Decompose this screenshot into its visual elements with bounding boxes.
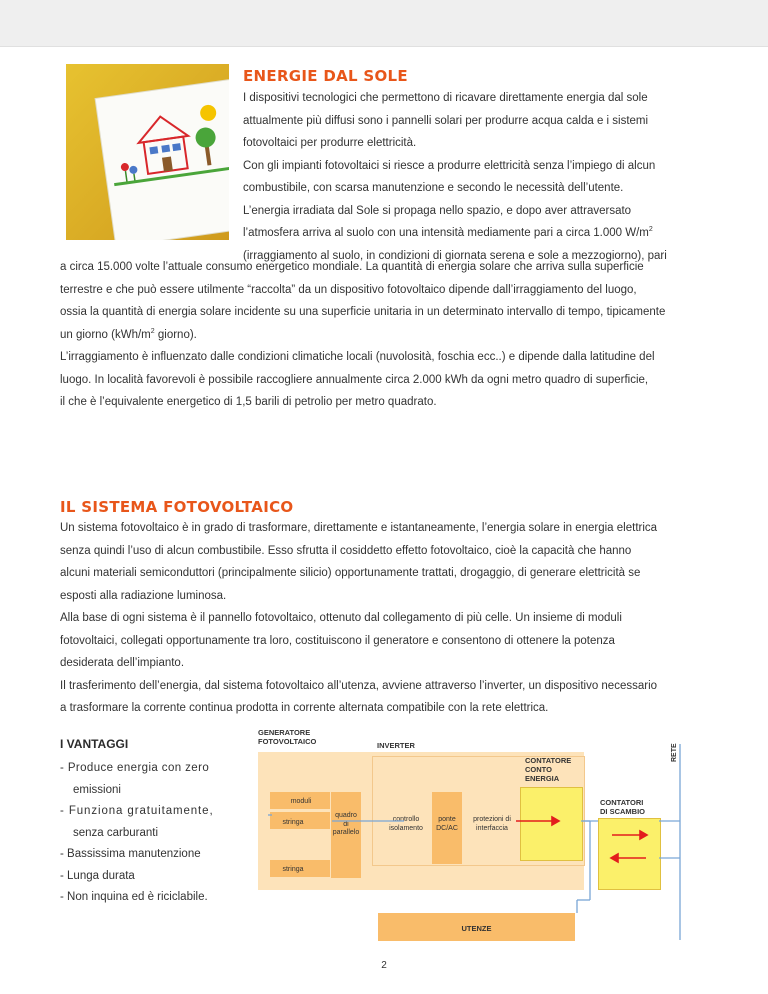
list-item: - Bassissima manutenzione	[60, 848, 201, 860]
text-line: Alla base di ogni sistema è il pannello fotovoltaico, ottenuto dal collegamento di più celle. Un insieme di moduli	[60, 612, 622, 624]
label-line: GENERATORE	[258, 728, 311, 737]
superscript: 2	[648, 226, 653, 234]
text-line: a circa 15.000 volte l’attuale consumo energetico mondiale. La quantità di energia solare che arriva sulla superficie	[60, 261, 644, 273]
text-line: il che è l’equivalente energetico di 1,5 barili di petrolio per metro quadrato.	[60, 396, 437, 408]
label-line: quadro	[335, 812, 357, 819]
text-line: Con gli impianti fotovoltaici si riesce a produrre elettricità senza l’impiego di alcun	[243, 159, 656, 172]
label-stringa-top: stringa	[282, 819, 304, 826]
label-line: di	[343, 820, 349, 828]
text-line: terrestre e che può essere utilmente “raccolta” da un dispositivo fotovoltaico dipende dall’irraggiamento del luogo,	[60, 283, 637, 296]
page-number: 2	[381, 960, 387, 971]
section-title-energie: ENERGIE DAL SOLE	[243, 67, 408, 85]
label-line: DI SCAMBIO	[600, 807, 645, 816]
text-line: fotovoltaici, collegati opportunamente tra loro, costituiscono il generatore e consentono di ottenere la potenza	[60, 634, 615, 647]
label-inverter: INVERTER	[377, 741, 415, 750]
label-line: CONTATORE	[525, 756, 572, 765]
label-moduli: moduli	[290, 798, 312, 805]
text-line: L’energia irradiata dal Sole si propaga nello spazio, e dopo aver attraversato	[243, 204, 632, 217]
text-line: esposti alla radiazione luminosa.	[60, 589, 227, 602]
label-line: parallelo	[332, 829, 360, 836]
text-line: attualmente più diffusi sono i pannelli solari per produrre acqua calda e i sistemi	[243, 114, 649, 127]
text-line: Il trasferimento dell’energia, dal sistema fotovoltaico all’utenza, avviene attraverso l’inverter, un dispositivo necessario	[60, 679, 658, 692]
label-line: DC/AC	[436, 824, 458, 832]
text-span: un giorno (kWh/m	[60, 328, 151, 341]
text-line: luogo. In località favorevoli è possibile raccogliere annualmente circa 2.000 kWh da ogni metro quadro di superficie,	[60, 373, 649, 386]
section-title-sistema: IL SISTEMA FOTOVOLTAICO	[60, 498, 294, 516]
text-line: ossia la quantità di energia solare incidente su una superficie unitaria in un determinato intervallo di tempo, tipicamente	[60, 306, 666, 318]
label-utenze: UTENZE	[461, 924, 492, 933]
text-line: combustibile, con scarsa manutenzione e secondo le necessità dell’utente.	[243, 182, 624, 194]
label-line: CONTO	[525, 765, 552, 774]
text-line: (irraggiamento al suolo, in condizioni di giornata serena e sole a mezzogiorno), pari	[243, 249, 667, 262]
text-line: a trasformare la corrente continua prodotta in corrente alternata compatibile con la rete elettrica.	[60, 702, 549, 714]
label-line: protezioni di	[473, 816, 511, 823]
label-line: ENERGIA	[525, 774, 560, 783]
label-rete: RETE	[671, 743, 678, 762]
text-line: alcuni materiali semiconduttori (principalmente silicio) opportunamente trattati, drogaggio, di generare elettricità se	[60, 567, 641, 579]
list-item: emissioni	[73, 783, 121, 796]
list-item: - Non inquina ed è riciclabile.	[60, 891, 208, 903]
superscript: 2	[150, 327, 155, 335]
label-line: interfaccia	[476, 824, 508, 832]
list-item: - Funziona gratuitamente,	[60, 805, 214, 817]
text-span: giorno).	[154, 328, 197, 341]
text-line: L’irraggiamento è influenzato dalle condizioni climatiche locali (nuvolosità, foschia ecc..) e dipende dalla latitudine del	[60, 351, 655, 363]
label-line: controllo	[392, 816, 420, 823]
label-line: FOTOVOLTAICO	[258, 737, 317, 746]
list-item: - Lunga durata	[60, 869, 135, 882]
text-line: senza quindi l’uso di alcun combustibile. Esso sfrutta il cosiddetto effetto fotovoltaico, cioè la capacità che hanno	[60, 544, 632, 557]
label-stringa-bottom: stringa	[282, 866, 304, 873]
text-line: fotovoltaici per produrre elettricità.	[243, 137, 417, 149]
text-line: desiderata dell’impianto.	[60, 657, 185, 669]
label-line: CONTATORI	[600, 798, 644, 807]
label-line: isolamento	[389, 824, 423, 832]
text-line: I dispositivi tecnologici che permettono di ricavare direttamente energia dal sole	[243, 92, 648, 104]
list-item: senza carburanti	[73, 826, 159, 839]
text-span: l’atmosfera arriva al suolo con una intensità mediamente pari a circa 1.000 W/m	[243, 227, 649, 239]
vantaggi-title: I VANTAGGI	[60, 737, 129, 751]
text-line: Un sistema fotovoltaico è in grado di trasformare, direttamente e istantaneamente, l’energia solare in energia elettrica	[60, 522, 658, 534]
label-line: ponte	[438, 816, 456, 823]
list-item: - Produce energia con zero	[60, 762, 210, 774]
